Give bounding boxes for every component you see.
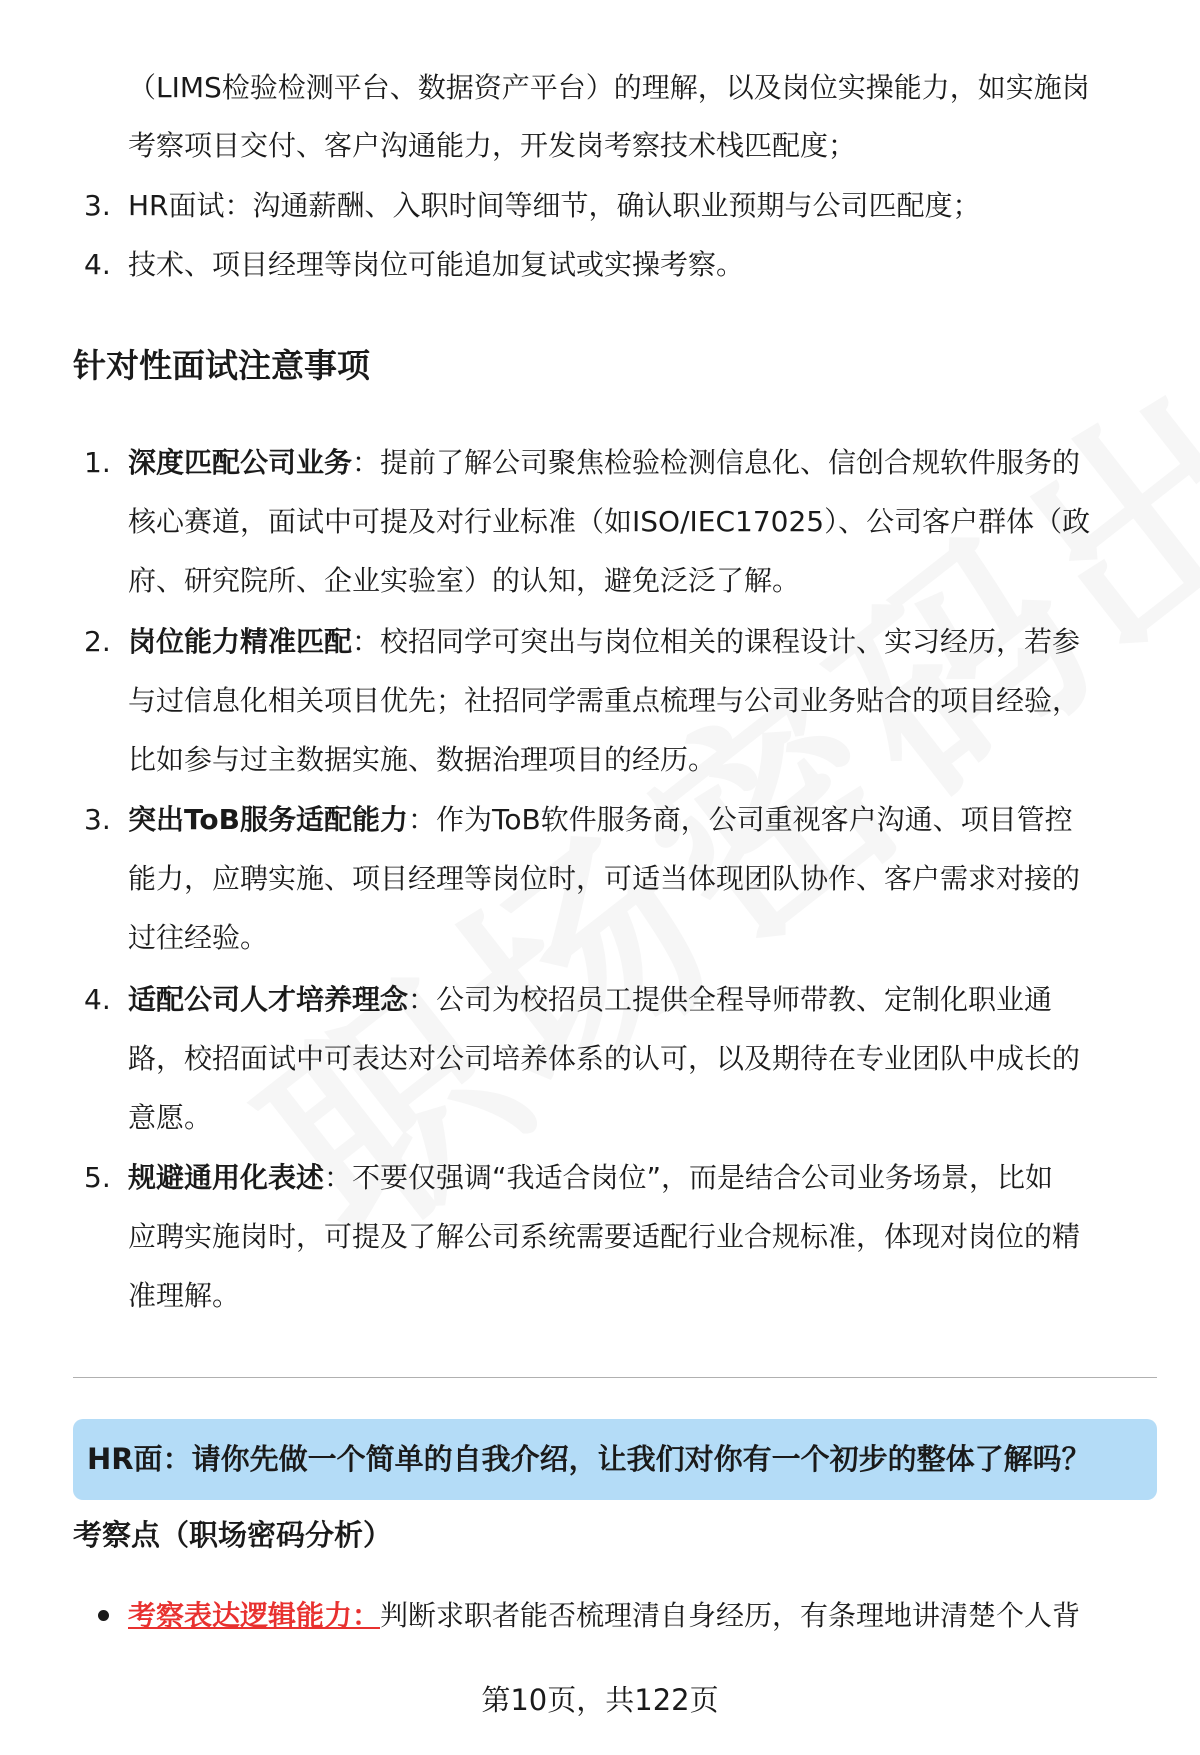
tip-line: 比如参与过主数据实施、数据治理项目的经历。 (128, 743, 717, 776)
page-footer: 第10页，共122页 (481, 1683, 719, 1717)
question-box (73, 1419, 1157, 1500)
tip-line: 能力，应聘实施、项目经理等岗位时，可适当体现团队协作、客户需求对接的 (128, 862, 1081, 895)
tip-line (128, 980, 1052, 1020)
tip-text: ：校招同学可突出与岗位相关的课程设计、实习经历，若参 (352, 625, 1081, 658)
tip-number: 3. (84, 803, 111, 836)
tip-line (128, 443, 1080, 483)
tip-title: 突出ToB服务适配能力 (128, 803, 408, 836)
tip-line (128, 622, 1080, 662)
tip-title: 深度匹配公司业务 (128, 446, 353, 479)
tip-title: 岗位能力精准匹配 (128, 625, 353, 658)
tip-title: 适配公司人才培养理念 (128, 983, 409, 1016)
tip-number: 5. (84, 1161, 111, 1194)
tip-number: 1. (84, 446, 111, 479)
list-number: 4. (84, 248, 111, 281)
tip-line: 路，校招面试中可表达对公司培养体系的认可，以及期待在专业团队中成长的 (128, 1042, 1081, 1075)
tip-line: 与过信息化相关项目优先；社招同学需重点梳理与公司业务贴合的项目经验， (128, 684, 1081, 717)
tip-text: ：提前了解公司聚焦检验检测信息化、信创合规软件服务的 (352, 446, 1081, 479)
tip-line: 过往经验。 (128, 921, 269, 954)
tip-line (128, 800, 1073, 840)
tip-title: 规避通用化表述 (128, 1161, 325, 1194)
divider (73, 1377, 1157, 1378)
tip-number: 2. (84, 625, 111, 658)
bullet-dot-icon (98, 1610, 109, 1621)
list-item: HR面试：沟通薪酬、入职时间等细节，确认职业预期与公司匹配度； (128, 189, 981, 222)
tip-line: 府、研究院所、企业实验室）的认知，避免泛泛了解。 (128, 564, 801, 597)
tip-line: 意愿。 (128, 1101, 213, 1134)
list-number: 3. (84, 189, 111, 222)
question-text: HR面：请你先做一个简单的自我介绍，让我们对你有一个初步的整体了解吗？ (87, 1442, 1091, 1476)
tip-text: ：不要仅强调“我适合岗位”，而是结合公司业务场景，比如 (324, 1161, 1054, 1194)
continuation-line-1: （LIMS检验检测平台、数据资产平台）的理解，以及岗位实操能力，如实施岗 (128, 71, 1090, 104)
tip-text: ：公司为校招员工提供全程导师带教、定制化职业通 (408, 983, 1053, 1016)
list-item: 技术、项目经理等岗位可能追加复试或实操考察。 (128, 248, 745, 281)
bullet-label: 考察表达逻辑能力： (128, 1599, 381, 1632)
analysis-heading: 考察点（职场密码分析） (73, 1518, 393, 1552)
tip-line (128, 1158, 1053, 1198)
tip-line: 核心赛道，面试中可提及对行业标准（如ISO/IEC17025）、公司客户群体（政 (128, 505, 1091, 538)
tip-line: 应聘实施岗时，可提及了解公司系统需要适配行业合规标准，体现对岗位的精 (128, 1220, 1081, 1253)
continuation-line-2: 考察项目交付、客户沟通能力，开发岗考察技术栈匹配度； (128, 129, 857, 162)
bullet-item (128, 1596, 1080, 1636)
section-heading: 针对性面试注意事项 (73, 346, 370, 385)
tip-text: ：作为ToB软件服务商，公司重视客户沟通、项目管控 (407, 803, 1073, 836)
bullet-text: 判断求职者能否梳理清自身经历，有条理地讲清楚个人背 (380, 1599, 1081, 1632)
tip-number: 4. (84, 983, 111, 1016)
tip-line: 准理解。 (128, 1279, 241, 1312)
